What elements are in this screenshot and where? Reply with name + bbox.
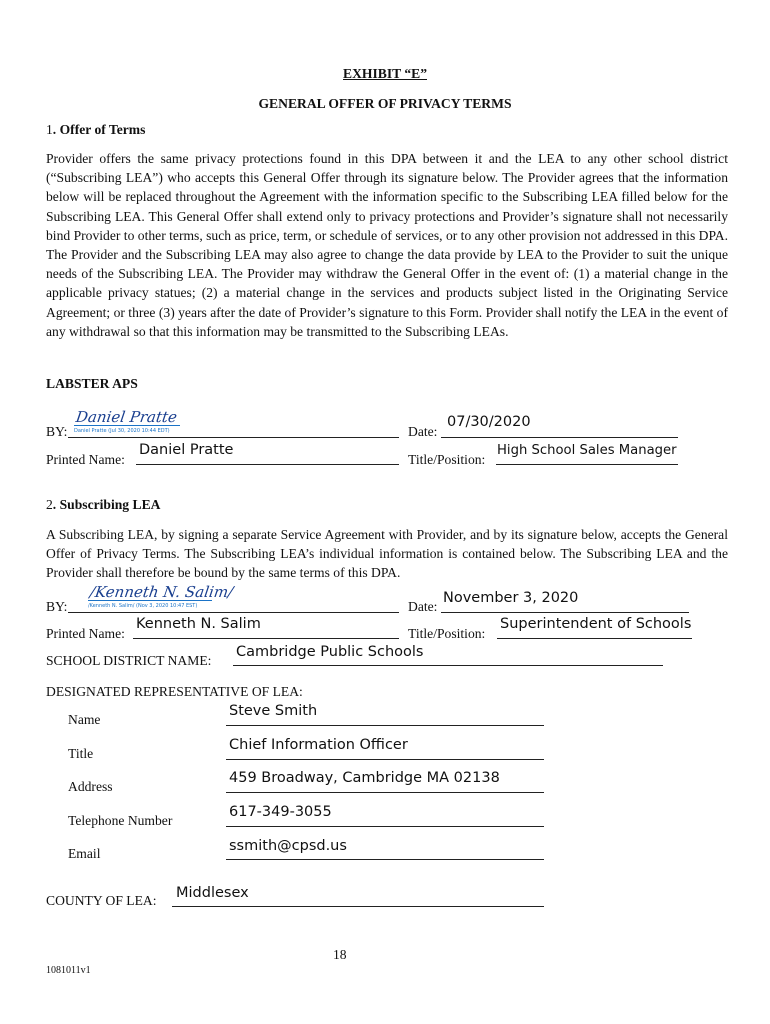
provider-title-line	[496, 464, 678, 465]
lea-by-label: BY:	[46, 599, 68, 614]
rep-address-label: Address	[68, 779, 113, 794]
provider-printed-name-line	[136, 464, 399, 465]
provider-title-label: Title/Position:	[408, 452, 486, 467]
lea-title-label: Title/Position:	[408, 626, 486, 641]
section-2-number: 2	[46, 497, 53, 512]
provider-signature-stamp: Daniel Pratte (Jul 30, 2020 10:44 EDT)	[74, 428, 170, 434]
provider-signature-line	[68, 437, 399, 438]
document-subtitle: GENERAL OFFER OF PRIVACY TERMS	[258, 96, 512, 111]
section-1-title: . Offer of Terms	[52, 122, 146, 137]
rep-address-value[interactable]: 459 Broadway, Cambridge MA 02138	[229, 770, 500, 786]
provider-signature-underline	[74, 425, 180, 426]
rep-email-line	[226, 859, 544, 860]
section-2-title: . Subscribing LEA	[52, 497, 161, 512]
school-district-value[interactable]: Cambridge Public Schools	[236, 644, 424, 660]
section-2-paragraph: A Subscribing LEA, by signing a separate Service Agreement with Provider, and by its signature below, accepts the General Offer of Privacy Terms. The Subscribing LEA’s individual information is contained below. The Subscribing LEA and the Provider shall therefore be bound by the same terms of this DPA.	[46, 527, 728, 581]
lea-printed-name-line	[133, 638, 399, 639]
school-district-label: SCHOOL DISTRICT NAME:	[46, 653, 212, 668]
exhibit-title: EXHIBIT “E”	[343, 66, 427, 81]
lea-printed-name-value[interactable]: Kenneth N. Salim	[136, 616, 261, 632]
rep-name-line	[226, 725, 544, 726]
section-1-number: 1	[46, 122, 53, 137]
lea-title-value[interactable]: Superintendent of Schools	[500, 616, 692, 632]
provider-signature: Daniel Pratte	[74, 408, 179, 426]
lea-signature: /Kenneth N. Salim/	[88, 583, 235, 601]
rep-address-line	[226, 792, 544, 793]
section-2-heading	[46, 497, 160, 513]
lea-date-value[interactable]: November 3, 2020	[443, 590, 579, 606]
provider-by-label: BY:	[46, 424, 68, 439]
lea-date-line	[441, 612, 689, 613]
page-number: 18	[333, 947, 347, 962]
section-1-heading	[46, 122, 145, 138]
provider-date-line	[441, 437, 678, 438]
rep-heading: DESIGNATED REPRESENTATIVE OF LEA:	[46, 684, 303, 699]
rep-telephone-label: Telephone Number	[68, 813, 173, 828]
county-line	[172, 906, 544, 907]
county-value[interactable]: Middlesex	[176, 885, 249, 901]
provider-date-value[interactable]: 07/30/2020	[447, 414, 531, 430]
rep-telephone-value[interactable]: 617-349-3055	[229, 804, 332, 820]
rep-email-value[interactable]: ssmith@cpsd.us	[229, 838, 347, 854]
rep-title-line	[226, 759, 544, 760]
provider-date-label: Date:	[408, 424, 438, 439]
section-1-paragraph: Provider offers the same privacy protections found in this DPA between it and the LEA to any other school district (“Subscribing LEA”) who accepts this General Offer through its signature below. The Provider agrees that the information below will be replaced throughout the Agreement with the information specific to the Subscribing LEA filled below for the Subscribing LEA. This General Offer shall extend only to privacy protections and Provider’s signature shall not necessarily bind Provider to other terms, such as price, term, or schedule of services, or to any other provision not addressed in this DPA. The Provider and the Subscribing LEA may also agree to change the data provide by LEA to the Provider to suit the unique needs of the Subscribing LEA. The Provider may withdraw the General Offer in the event of: (1) a material change in the applicable privacy statues; (2) a material change in the services and products subject listed in the Originating Service Agreement; or three (3) years after the date of Provider’s signature to this Form. Provider shall notify the LEA in the event of any withdrawal so that this information may be transmitted to the Subscribing LEAs.	[46, 151, 728, 339]
provider-printed-name-value[interactable]: Daniel Pratte	[139, 442, 234, 458]
provider-title-value[interactable]: High School Sales Manager	[497, 443, 677, 458]
document-id: 1081011v1	[46, 965, 91, 976]
rep-title-label: Title	[68, 746, 94, 761]
lea-signature-underline	[88, 600, 212, 601]
lea-printed-name-label: Printed Name:	[46, 626, 125, 641]
lea-date-label: Date:	[408, 599, 438, 614]
rep-email-label: Email	[68, 846, 101, 861]
lea-signature-line	[68, 612, 399, 613]
school-district-line	[233, 665, 663, 666]
provider-name: LABSTER APS	[46, 376, 138, 391]
rep-name-label: Name	[68, 712, 101, 727]
rep-title-value[interactable]: Chief Information Officer	[229, 737, 408, 753]
rep-telephone-line	[226, 826, 544, 827]
county-label: COUNTY OF LEA:	[46, 893, 157, 908]
provider-printed-name-label: Printed Name:	[46, 452, 125, 467]
lea-signature-stamp: /Kenneth N. Salim/ (Nov 3, 2020 10:47 EST)	[88, 603, 198, 609]
lea-title-line	[497, 638, 692, 639]
rep-name-value[interactable]: Steve Smith	[229, 703, 318, 719]
